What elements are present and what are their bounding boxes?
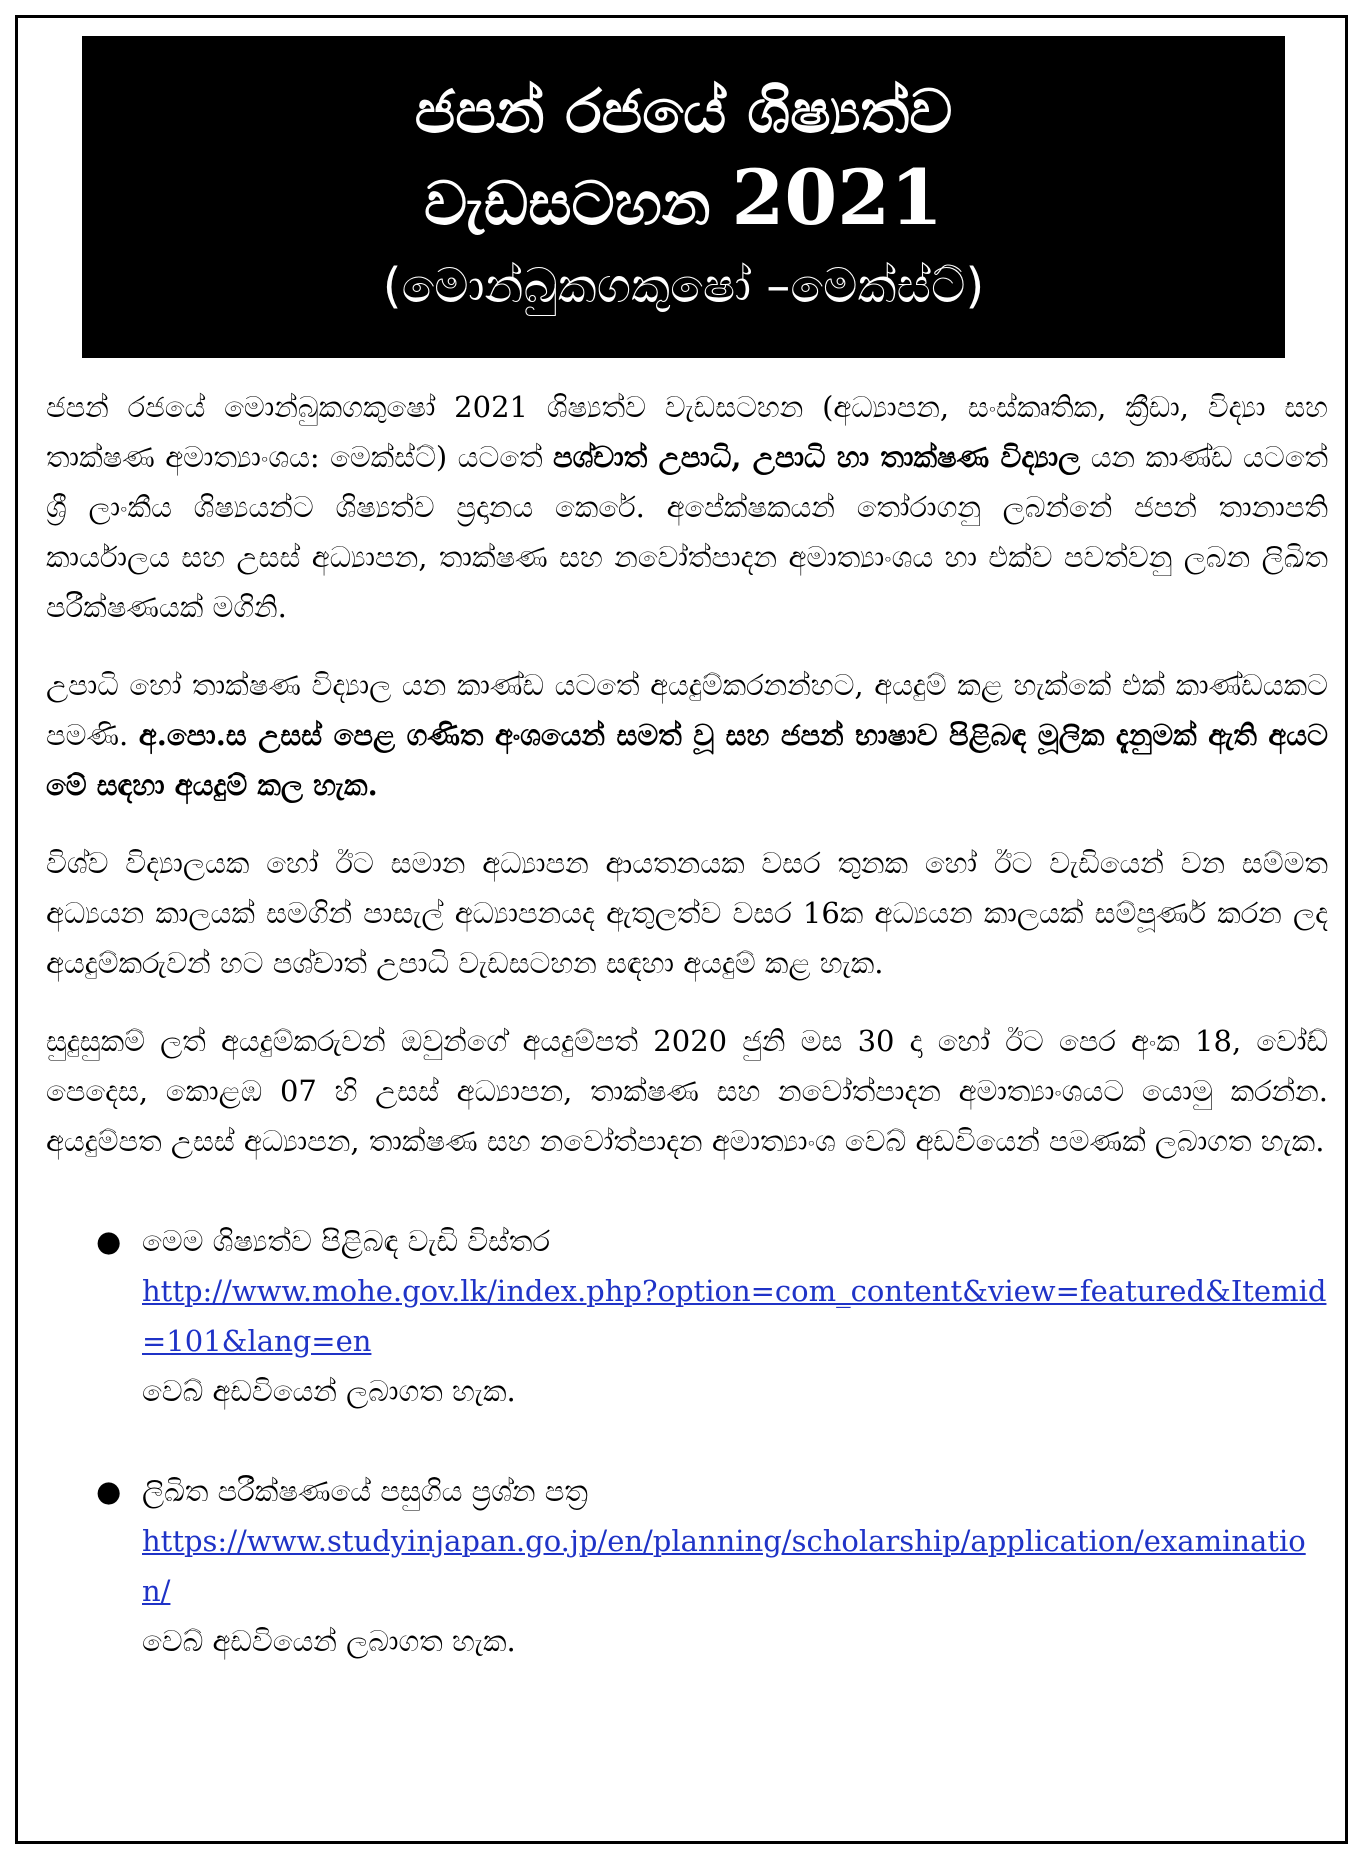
list-item-intro: ලිඛිත පරීක්ෂණයේ පසුගිය ප්‍රශ්න පත්‍ර [142, 1474, 588, 1508]
title-banner [82, 36, 1285, 358]
paragraph-2-part1: උපාධි හෝ තාක්ෂණ විද්‍යාල යන කාණ්ඩ යටතේ අයදුම්කරනන්හට, අයදුම් කළ හැක්කේ එක් කාණ්ඩයකට පමණි. [46, 668, 1328, 752]
title-line-3: (මොන්බුකගකුෂෝ –මෙක්ස්ට්) [382, 258, 985, 314]
title-line-1: ජපන් රජයේ ශිෂ්‍යත්ව [414, 77, 953, 147]
bullet-icon: ● [96, 1224, 122, 1258]
list-item-outro: වෙබ් අඩවියෙන් ලබාගත හැක. [142, 1374, 516, 1408]
bullet-icon: ● [96, 1474, 122, 1508]
paragraph-4: සුදුසුකම් ලත් අයදුම්කරුවන් ඔවුන්ගේ අයදුම්පත් 2020 ජුනි මස 30 දා හෝ ඊට පෙර අංක 18, වෝඩ් පෙදෙස, කොළඹ 07 හි උසස් අධ්‍යාපන, තාක්ෂණ සහ නවෝත්පාදන අමාත්‍යාංශයට යොමු කරන්න. අයදුම්පත උසස් අධ්‍යාපන, තාක්ෂණ සහ නවෝත්පාදන අමාත්‍යාංශ වෙබ් අඩවියෙන් පමණක් ලබාගත හැක. [46, 1024, 1328, 1158]
paragraph-3: විශ්ව විද්‍යාලයක හෝ ඊට සමාන අධ්‍යාපන ආයතනයක වසර තුනක හෝ ඊට වැඩියෙන් වන සම්මත අධ්‍යයන කාලයක් සමගින් පාසැල් අධ්‍යාපනයද ඇතුලත්ව වසර 16ක අධ්‍යයන කාලයක් සම්පූර්ණ කරන ලද අයදුම්කරුවන් හට පශ්චාත් උපාධි වැඩසටහන සඳහා අයදුම් කළ හැක. [46, 846, 1328, 980]
paragraph-2 [46, 660, 1328, 810]
paragraph-1-part1: ජපන් රජයේ මොන්බුකගකුෂෝ 2021 ශිෂ්‍යත්ව වැඩසටහන (අධ්‍යාපන, සංස්කෘතික, ක්‍රීඩා, විද්‍යා සහ තාක්ෂණ අමාත්‍යාංශය: මෙක්ස්ට්) යටතේ [46, 390, 1328, 474]
paragraph-1-bold: පශ්චාත් උපාධි, උපාධි හා තාක්ෂණ විද්‍යාල [553, 440, 1081, 474]
study-in-japan-link[interactable]: https://www.studyinjapan.go.jp/en/planning/scholarship/application/examination/ [142, 1524, 1306, 1608]
list-item-intro: මෙම ශිෂ්‍යත්ව පිළිබඳ වැඩි විස්තර [142, 1224, 550, 1258]
title-year: 2021 [731, 153, 943, 242]
paragraph-1 [46, 382, 1328, 632]
paragraph-2-bold: අ.පො.ස උසස් පෙළ ගණිත අංශයෙන් සමත් වූ සහ ජපන් භාෂාව පිළිබඳ මූලික දැනුමක් ඇති අයට මේ සඳහා අයදුම් කල හැක. [46, 718, 1328, 802]
title-line-2 [424, 155, 943, 247]
title-line-2-text: වැඩසටහන [424, 169, 711, 239]
list-item [46, 1466, 1328, 1666]
list-item [46, 1216, 1328, 1416]
document-body [46, 382, 1328, 1716]
info-list [46, 1216, 1328, 1666]
list-item-outro: වෙබ් අඩවියෙන් ලබාගත හැක. [142, 1624, 516, 1658]
paragraph-1-part2: යන කාණ්ඩ යටතේ ශ්‍රී ලාංකීය ශිෂ්‍යයන්ට ශිෂ්‍යත්ව ප්‍රදානය කෙරේ. අපේක්ෂකයන් තෝරාගනු ලබන්නේ ජපන් තානාපති කාර්යාලය සහ උසස් අධ්‍යාපන, තාක්ෂණ සහ නවෝත්පාදන අමාත්‍යාංශය හා එක්ව පවත්වනු ලබන ලිඛිත පරීක්ෂණයක් මගිනි. [46, 440, 1328, 624]
mohe-link[interactable]: http://www.mohe.gov.lk/index.php?option=com_content&view=featured&Itemid=101&lang=en [142, 1274, 1327, 1358]
